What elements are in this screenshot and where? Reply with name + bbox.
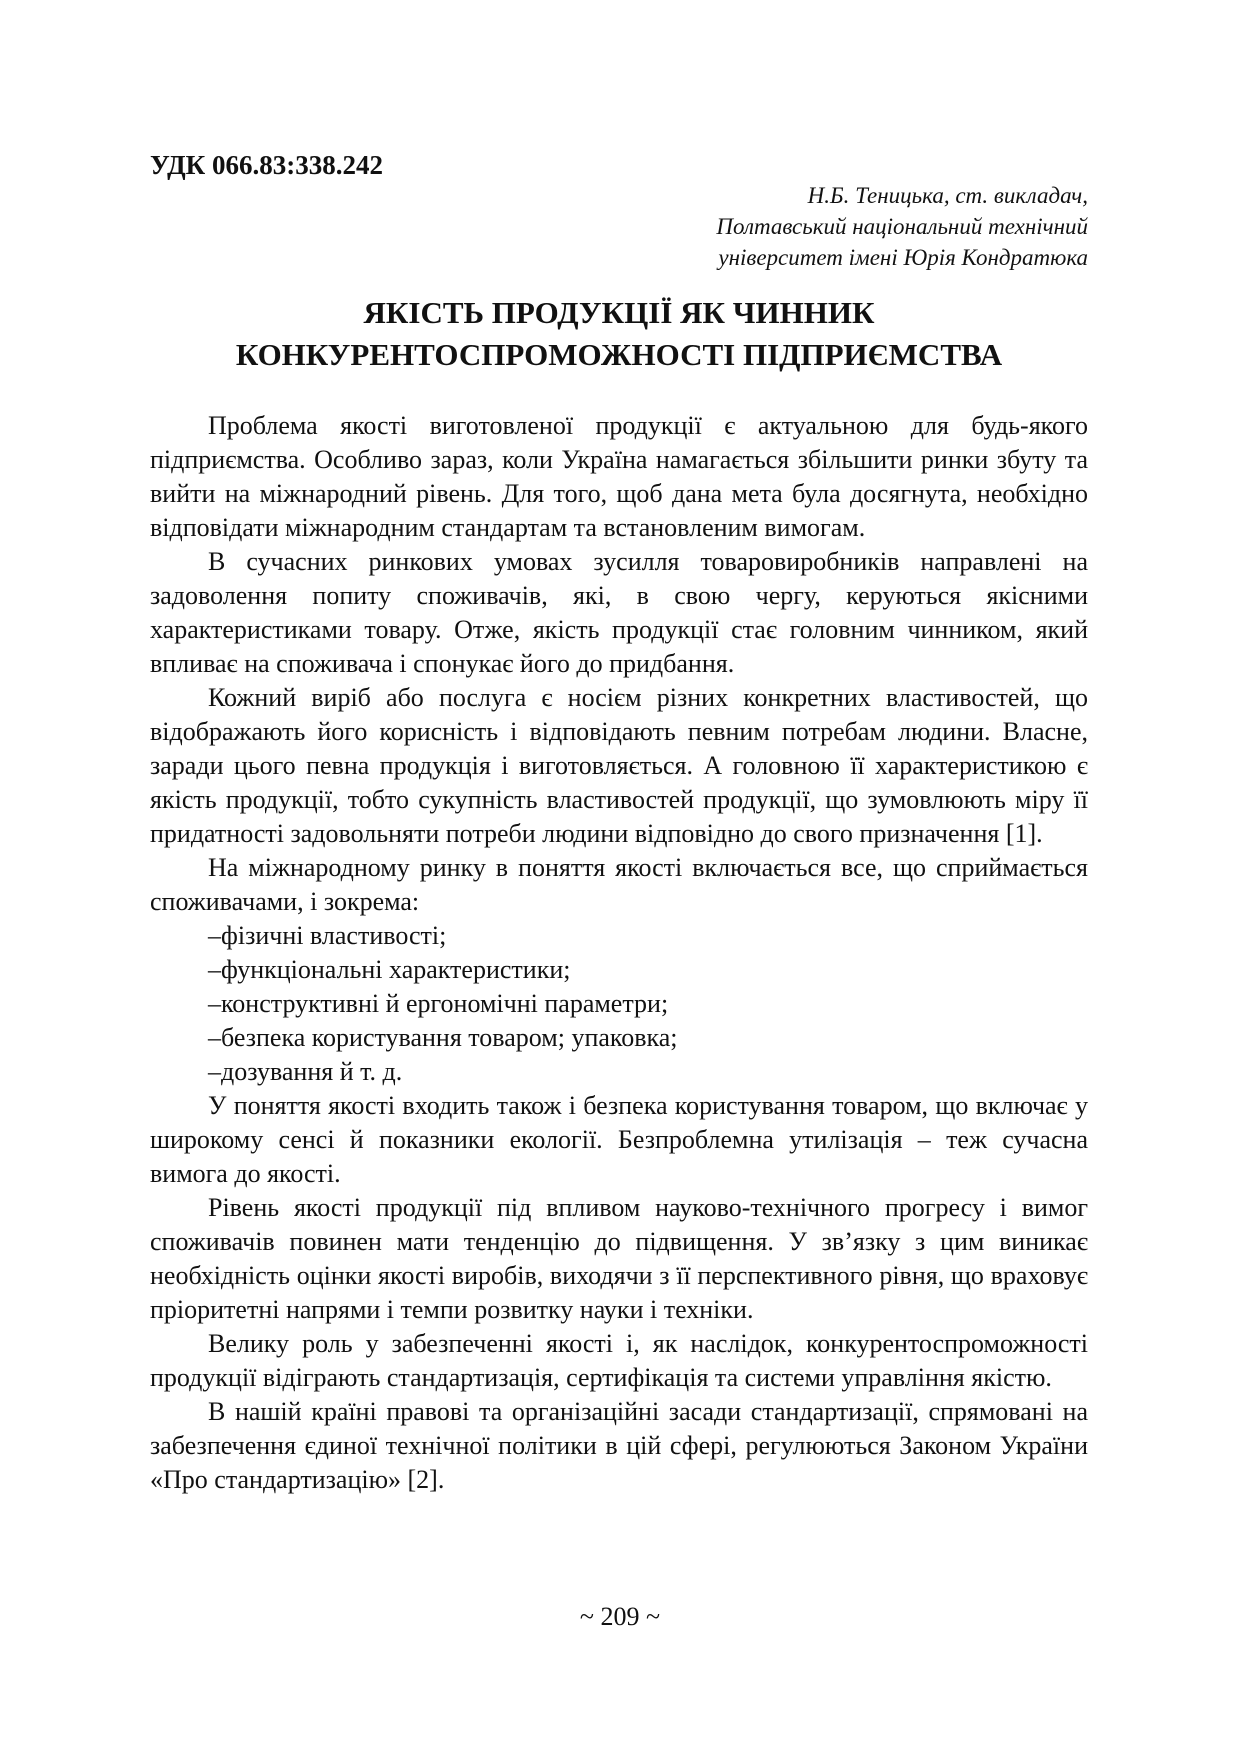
body-paragraph: В сучасних ринкових умовах зусилля товаровиробників направлені на задоволення попиту споживачів, які, в свою чергу, керуються якісними характеристиками товару. Отже, якість продукції стає головним чинником, який впливає на споживача і спонукає його до придбання. bbox=[150, 547, 1088, 678]
list-item: –дозування й т. д. bbox=[208, 1057, 403, 1086]
quality-components-list bbox=[150, 919, 1088, 1089]
body-paragraph: Кожний виріб або послуга є носієм різних конкретних властивостей, що відображають його корисність і відповідають певним потребам людини. Власне, заради цього певна продукція і виготовляється. А головною її характеристикою є якість продукції, тобто сукупність властивостей продукції, що зумовлюють міру її придатності задовольняти потреби людини відповідно до свого призначення [1]. bbox=[150, 683, 1088, 848]
page-number: ~ 209 ~ bbox=[579, 1602, 661, 1631]
author-affiliation-line: Полтавський національний технічний bbox=[716, 214, 1088, 239]
list-item: –конструктивні й ергономічні параметри; bbox=[208, 989, 669, 1018]
body-paragraph: На міжнародному ринку в поняття якості включається все, що сприймається споживачами, і зокрема: bbox=[150, 853, 1088, 916]
author-affiliation-line: університет імені Юрія Кондратюка bbox=[718, 245, 1088, 270]
body-paragraph: В нашій країні правові та організаційні засади стандартизації, спрямовані на забезпечення єдиної технічної політики в цій сфері, регулюються Законом України «Про стандартизацію» [2]. bbox=[150, 1397, 1088, 1494]
article-body bbox=[150, 409, 1088, 1497]
author-block bbox=[488, 180, 1088, 273]
udc-code: УДК 066.83:338.242 bbox=[150, 150, 383, 180]
list-item: –фізичні властивості; bbox=[208, 921, 447, 950]
list-item: –функціональні характеристики; bbox=[208, 955, 571, 984]
body-paragraph: Проблема якості виготовленої продукції є актуальною для будь-якого підприємства. Особливо зараз, коли Україна намагається збільшити ринки збуту та вийти на міжнародний рівень. Для того, щоб дана мета була досягнута, необхідно відповідати міжнародним стандартам та встановленим вимогам. bbox=[150, 411, 1088, 542]
title-line: КОНКУРЕНТОСПРОМОЖНОСТІ ПІДПРИЄМСТВА bbox=[235, 337, 1003, 372]
body-paragraph: У поняття якості входить також і безпека користування товаром, що включає у широкому сенсі й показники екології. Безпроблемна утилізація – теж сучасна вимога до якості. bbox=[150, 1091, 1088, 1188]
list-item: –безпека користування товаром; упаковка; bbox=[208, 1023, 678, 1052]
article-title bbox=[150, 292, 1088, 376]
body-paragraph: Рівень якості продукції під впливом науково-технічного прогресу і вимог споживачів повинен мати тенденцію до підвищення. У зв’язку з цим виникає необхідність оцінки якості виробів, виходячи з її перспективного рівня, що враховує пріоритетні напрями і темпи розвитку науки і техніки. bbox=[150, 1193, 1088, 1324]
body-paragraph: Велику роль у забезпеченні якості і, як наслідок, конкурентоспроможності продукції відіграють стандартизація, сертифікація та системи управління якістю. bbox=[150, 1329, 1088, 1392]
author-name-line: Н.Б. Теницька, ст. викладач, bbox=[807, 183, 1088, 208]
title-line: ЯКІСТЬ ПРОДУКЦІЇ ЯК ЧИННИК bbox=[363, 295, 875, 330]
